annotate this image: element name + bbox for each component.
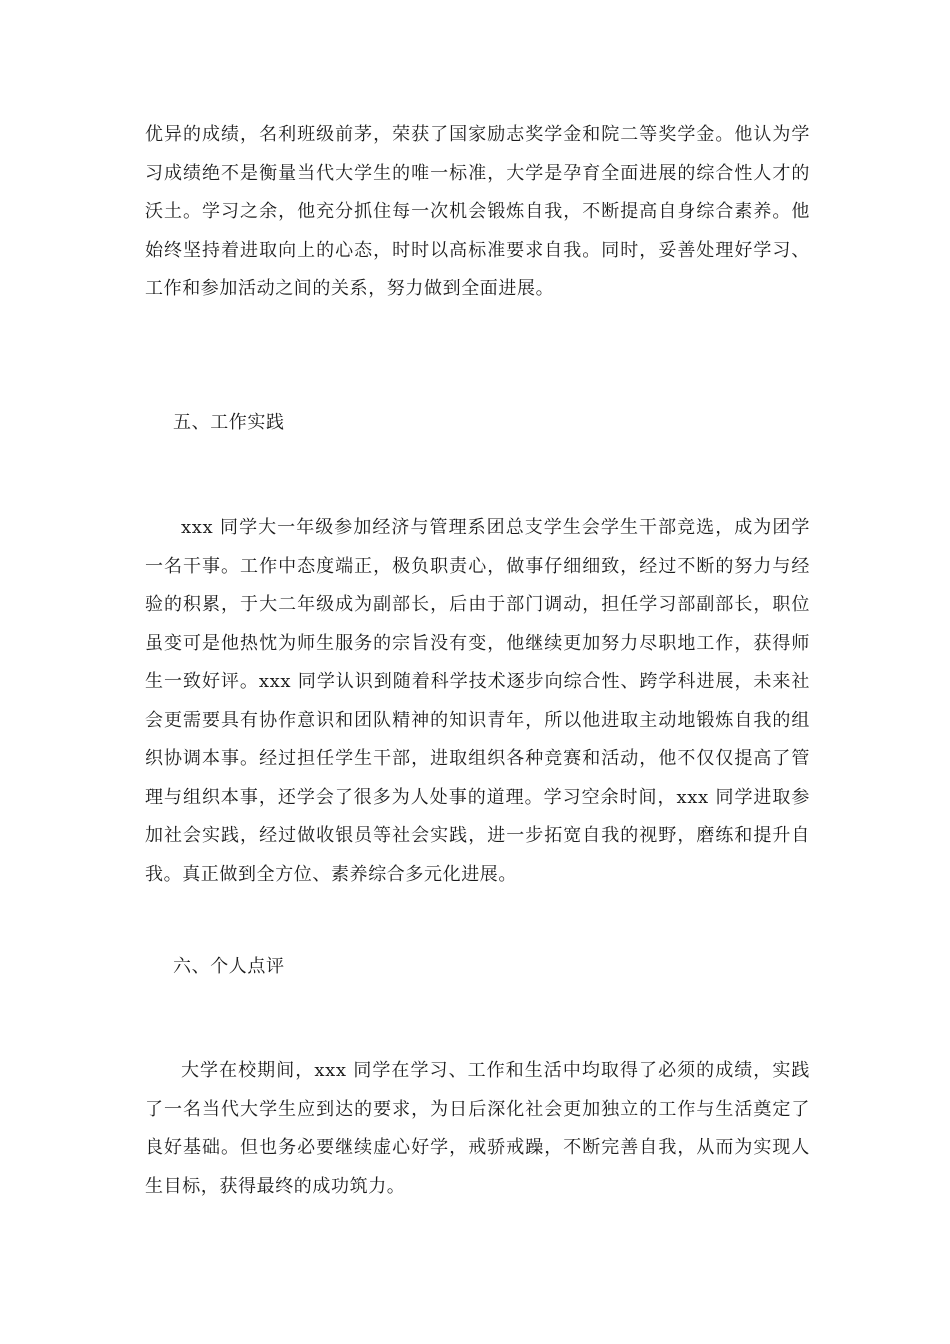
paragraph-personal-review: 大学在校期间，xxx 同学在学习、工作和生活中均取得了必须的成绩，实践了一名当代大学生应到达的要求，为日后深化社会更加独立的工作与生活奠定了良好基础。但也务必要继续虚心好学，戒骄戒躁，不断完善自我，从而为实现人生目标，获得最终的成功筑力。 [145, 1060, 810, 1197]
section-heading-work-practice: 五、工作实践 [173, 412, 285, 433]
section-heading-personal-review: 六、个人点评 [173, 956, 285, 977]
paragraph-academic: 优异的成绩，名利班级前茅，荣获了国家励志奖学金和院二等奖学金。他认为学习成绩绝不是衡量当代大学生的唯一标准，大学是孕育全面进展的综合性人才的沃土。学习之余，他充分抓住每一次机会锻炼自我，不断提高自身综合素养。他始终坚持着进取向上的心态，时时以高标准要求自我。同时，妥善处理好学习、工作和参加活动之间的关系，努力做到全面进展。 [145, 124, 810, 299]
paragraph-work-practice: xxx 同学大一年级参加经济与管理系团总支学生会学生干部竞选，成为团学一名干事。工作中态度端正，极负职责心，做事仔细细致，经过不断的努力与经验的积累，于大二年级成为副部长，后由于部门调动，担任学习部副部长，职位虽变可是他热忱为师生服务的宗旨没有变，他继续更加努力尽职地工作，获得师生一致好评。xxx 同学认识到随着科学技术逐步向综合性、跨学科进展，未来社会更需要具有协作意识和团队精神的知识青年，所以他进取主动地锻炼自我的组织协调本事。经过担任学生干部，进取组织各种竞赛和活动，他不仅仅提高了管理与组织本事，还学会了很多为人处事的道理。学习空余时间，xxx 同学进取参加社会实践，经过做收银员等社会实践，进一步拓宽自我的视野，磨练和提升自我。真正做到全方位、素养综合多元化进展。 [145, 517, 810, 885]
